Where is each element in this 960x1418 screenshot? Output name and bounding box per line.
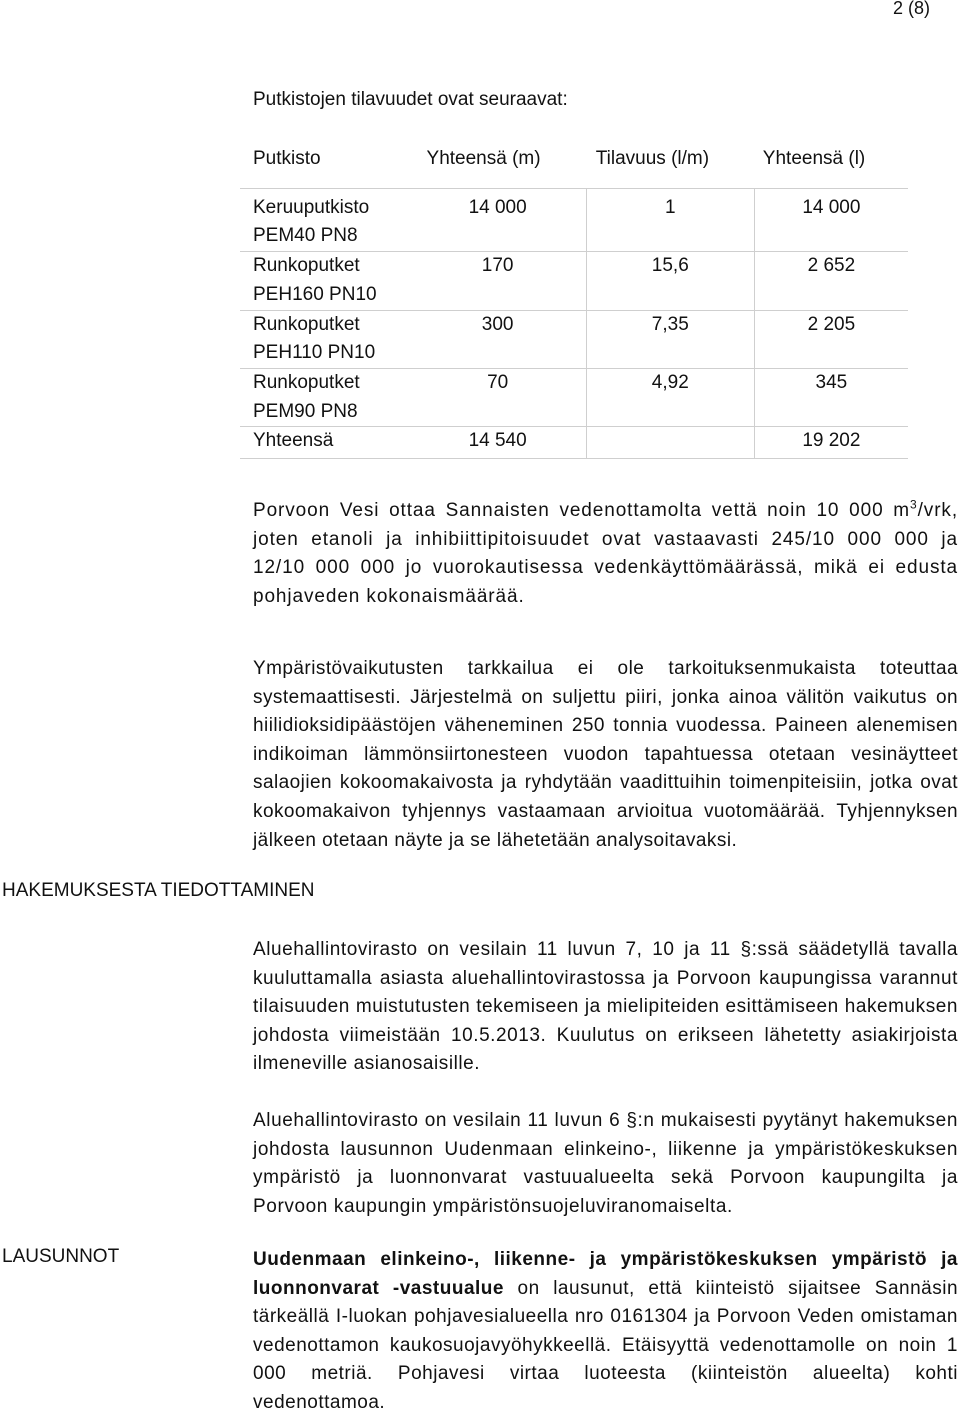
header-total-m: Yhteensä (m) [410,136,587,188]
volume-cell: 15,6 [586,252,754,310]
volume-cell: 1 [586,188,754,251]
total-l-cell: 14 000 [754,188,908,251]
paragraph-text: /vrk, joten etanoli ja inhibiittipitoisuudet ovat vastaavasti 245/10 000 000 ja 12/10 000 000 jo vuorokautisessa vedenkäyttömäärässä, mikä ei edusta pohjaveden kokonaismäärää. [253,500,958,607]
paragraph-announcement: Aluehallintovirasto on vesilain 11 luvun 7, 10 ja 11 §:ssä säädetyllä tavalla kuuluttamalla asiasta aluehallintovirastossa ja Porvoon kaupungissa varannut tilaisuuden muistutusten tekemiseen ja mielipiteiden esittämiseen hakemuksen johdosta viimeistään 10.5.2013. Kuulutus on erikseen lähetetty asiakirjoista ilmeneville asianosaisille. [253,939,958,1075]
header-putkisto: Putkisto [240,136,410,188]
pipe-name-cell [240,310,410,368]
paragraph-statements-request: Aluehallintovirasto on vesilain 11 luvun 6 §:n mukaisesti pyytänyt hakemuksen johdosta lausunnon Uudenmaan elinkeino-, liikenne ja ympäristökeskuksen ympäristö ja luonnonvarat vastuualueelta sekä Porvoon kaupungilta ja Porvoon kaupungin ympäristönsuojeluviranomaiselta. [253,1110,958,1217]
statement-source: Uudenmaan elinkeino-, liikenne- ja ympäristökeskuksen ympäristö ja luonnonvarat -vastuualue [253,1249,958,1299]
paragraph-text: Porvoon Vesi ottaa Sannaisten vedenottamolta vettä noin 10 000 m [253,500,911,521]
table-row [240,310,908,368]
total-l-cell: 2 205 [754,310,908,368]
statement-text: on lausunut, että kiinteistö sijaitsee Sannäsin tärkeällä I-luokan pohjavesialueella nro 0161304 ja Porvoon Veden omistaman vedenottamon kaukosuojavyöhykkeellä. Etäisyyttä vedenottamolle on noin 1 000 metriä. Pohjavesi virtaa luoteesta (kiinteistön alueelta) kohti vedenottamoa. [253,1277,959,1413]
total-label: Yhteensä [240,427,410,459]
table-header-row [240,136,908,188]
pipe-spec: PEM90 PN8 [253,400,358,422]
pipe-name-cell [240,368,410,426]
total-m-cell: 300 [410,310,587,368]
total-m-cell: 170 [410,252,587,310]
pipe-spec: PEH110 PN10 [253,342,376,364]
superscript: 3 [910,497,918,512]
header-volume: Tilavuus (l/m) [586,136,754,188]
total-l-sum: 19 202 [754,427,908,459]
total-m-cell: 14 000 [410,188,587,251]
table-total-row [240,427,908,459]
pipe-name: Runkoputket [253,255,360,277]
pipe-volume-table [240,136,908,459]
pipe-name: Runkoputket [253,313,360,335]
table-row [240,252,908,310]
pipe-name-cell [240,252,410,310]
total-l-cell: 2 652 [754,252,908,310]
section-heading-announcement: HAKEMUKSESTA TIEDOTTAMINEN [2,880,315,901]
section-heading-statements: LAUSUNNOT [2,1246,120,1267]
intro-text: Putkistojen tilavuudet ovat seuraavat: [253,89,568,110]
table-row [240,368,908,426]
pipe-name-cell [240,188,410,251]
paragraph-ely-statement [253,1246,958,1418]
volume-sum [586,427,754,459]
pipe-spec: PEH160 PN10 [253,283,377,305]
header-total-l: Yhteensä (l) [754,136,908,188]
pipe-name: Keruuputkisto [253,196,370,218]
volume-cell: 7,35 [586,310,754,368]
total-l-cell: 345 [754,368,908,426]
page-number: 2 (8) [892,0,930,18]
table-row [240,188,908,251]
paragraph-water-intake [253,497,958,611]
pipe-name: Runkoputket [253,371,360,393]
total-m-sum: 14 540 [410,427,587,459]
volume-cell: 4,92 [586,368,754,426]
total-m-cell: 70 [410,368,587,426]
pipe-spec: PEM40 PN8 [253,225,358,247]
paragraph-monitoring: Ympäristövaikutusten tarkkailua ei ole tarkoituksenmukaista toteuttaa systemaattisesti. Järjestelmä on suljettu piiri, jonka ainoa välitön vaikutus on hiilidioksidipäästöjen väheneminen 250 tonnia vuodessa. Paineen alenemisen indikoiman lämmönsiirtonesteen vuodon tapahtuessa otetaan vesinäytteet salaojien kokoomakaivosta ja ryhdytään vaadittuihin toimenpiteisiin, jotka ovat kokoomakaivon tyhjennys vastaamaan arvioitua vuotomäärää. Tyhjennyksen jälkeen otetaan näyte ja se lähetetään analysoitavaksi. [253,658,958,851]
